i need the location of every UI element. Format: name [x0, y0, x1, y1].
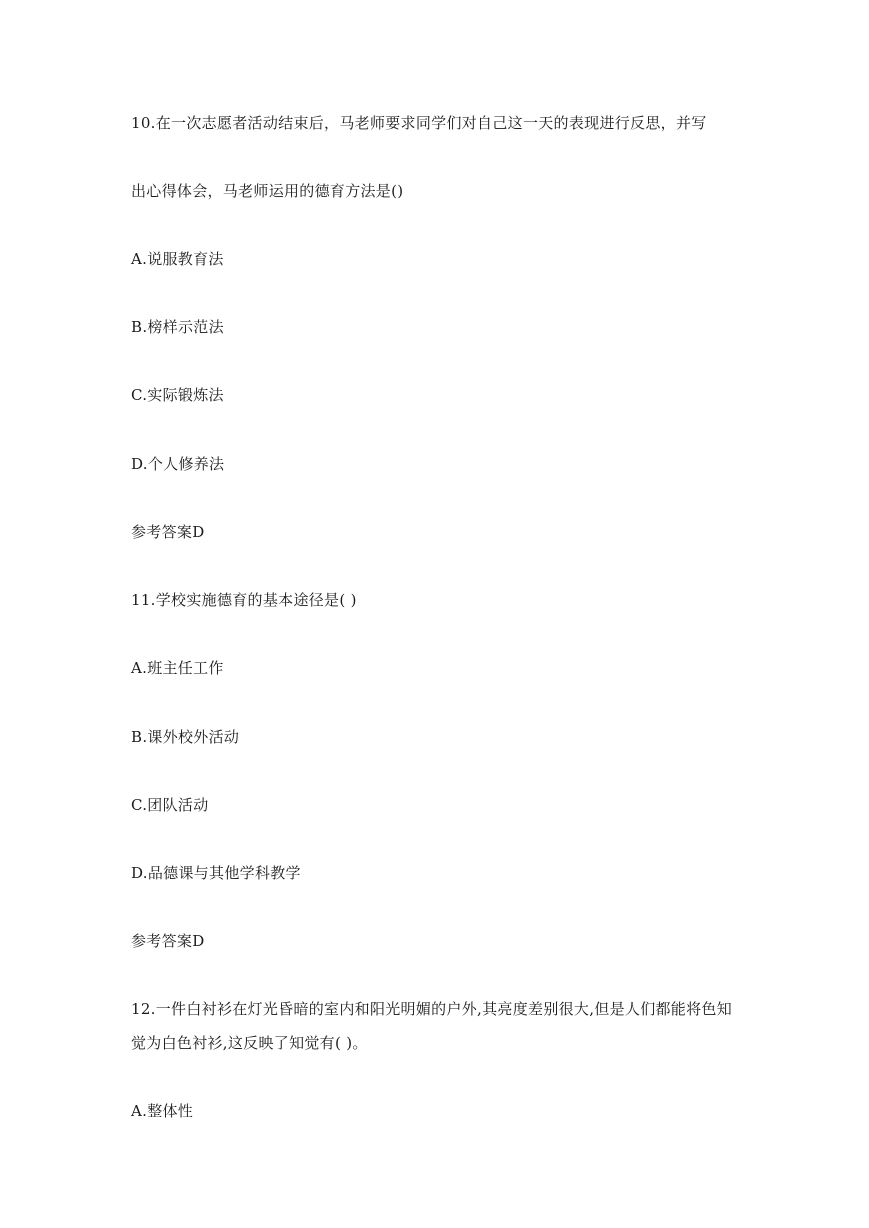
question-10-option-a: A.说服教育法: [131, 250, 224, 268]
question-11-option-d: D.品德课与其他学科教学: [131, 864, 301, 882]
question-10-option-b: B.榜样示范法: [131, 318, 224, 336]
question-11-option-c: C.团队活动: [131, 796, 209, 814]
question-12-stem-line-1: 12.一件白衬衫在灯光昏暗的室内和阳光明媚的户外,其亮度差别很大,但是人们都能将色知: [131, 1000, 732, 1018]
question-10-answer: 参考答案D: [131, 523, 205, 541]
question-10-option-c: C.实际锻炼法: [131, 386, 224, 404]
question-12-option-a: A.整体性: [131, 1102, 194, 1120]
question-11-stem-line-1: 11.学校实施德育的基本途径是( ): [131, 591, 357, 609]
question-10-option-d: D.个人修养法: [131, 455, 225, 473]
question-11-option-b: B.课外校外活动: [131, 728, 240, 746]
question-10-stem-line-2: 出心得体会，马老师运用的德育方法是(): [131, 182, 404, 200]
question-10-stem-line-1: 10.在一次志愿者活动结束后，马老师要求同学们对自己这一天的表现进行反思，并写: [131, 114, 707, 132]
question-12-stem-line-2: 觉为白色衬衫,这反映了知觉有( )。: [131, 1034, 368, 1052]
question-11-answer: 参考答案D: [131, 932, 205, 950]
question-11-option-a: A.班主任工作: [131, 659, 224, 677]
